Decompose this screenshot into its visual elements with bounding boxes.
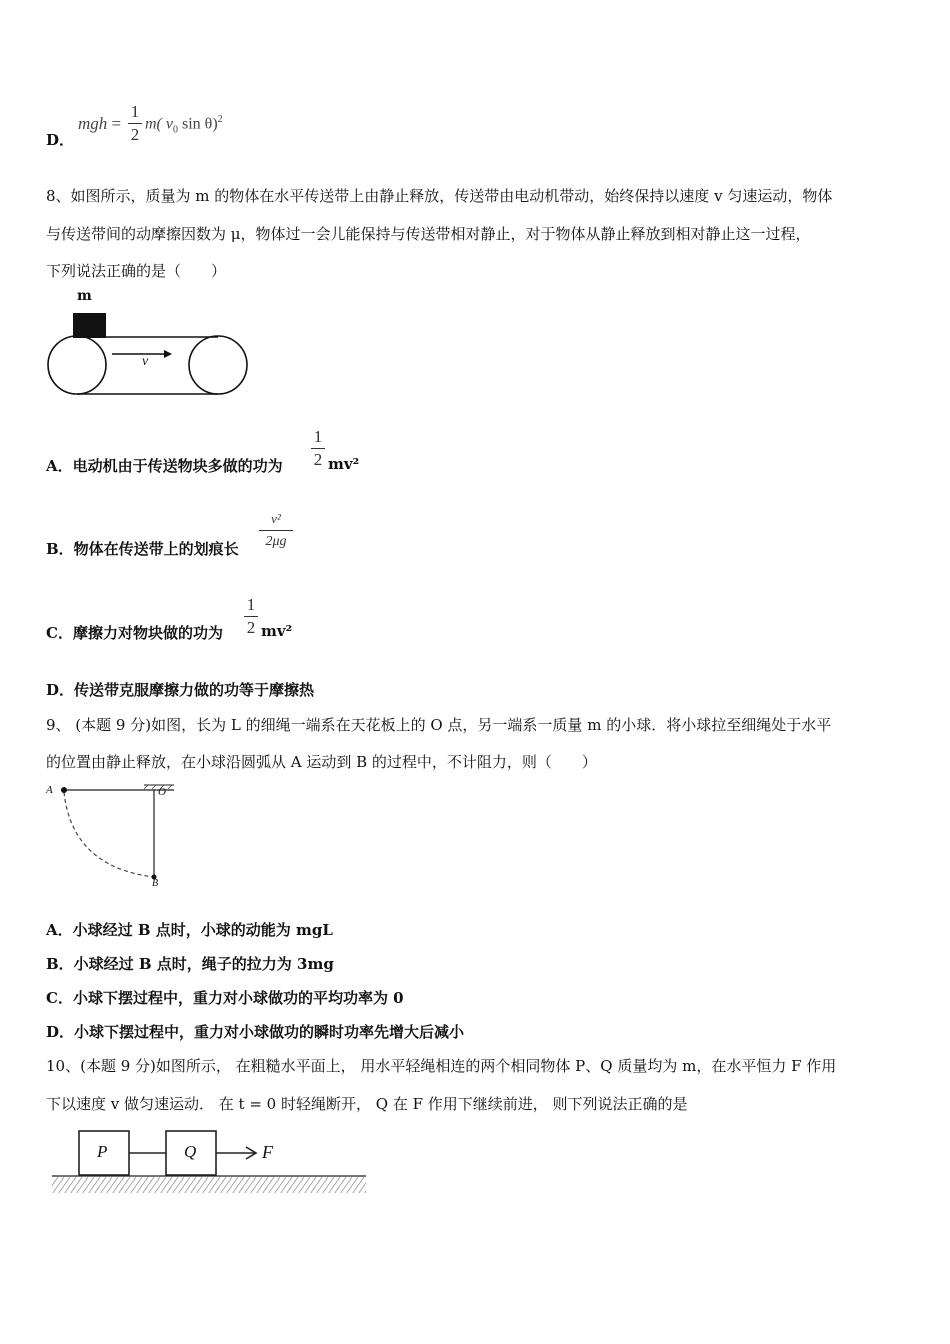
q7-option-d-fraction bbox=[128, 103, 142, 144]
q7-option-d-label: D． bbox=[46, 131, 75, 149]
q8-a-num: 1 bbox=[313, 427, 323, 446]
q8-stem-line2: 与传送带间的动摩擦因数为 μ，物体过一会儿能保持与传送带相对静止，对于物体从静止释放到相对静止这一过程， bbox=[46, 225, 811, 243]
q9-pendulum-figure bbox=[44, 782, 184, 894]
q10-blocks-figure bbox=[50, 1128, 370, 1198]
q8-option-d: D．传送带克服摩擦力做的功等于摩擦热 bbox=[46, 681, 315, 699]
q8-option-b: B．物体在传送带上的划痕长 bbox=[46, 540, 239, 558]
q8-c-bar bbox=[244, 616, 258, 617]
q8-fig-mass-label: m bbox=[77, 288, 92, 304]
q8-stem-line1: 8、如图所示，质量为 m 的物体在水平传送带上由静止释放，传送带由电动机带动，始终保持以速度 v 匀速运动，物体 bbox=[46, 187, 833, 205]
q8-stem-line3: 下列说法正确的是（ ） bbox=[46, 262, 227, 280]
q8-option-a bbox=[46, 455, 283, 476]
q10-stem-line1: 10、(本题 9 分)如图所示， 在粗糙水平面上， 用水平轻绳相连的两个相同物体 P、Q 质量均为 m，在水平恒力 F 作用 bbox=[46, 1057, 837, 1075]
q10-fig-label-q: Q bbox=[184, 1142, 197, 1161]
q8-b-bar bbox=[259, 530, 293, 531]
q7-frac-num: 1 bbox=[130, 102, 140, 121]
q8-b-den: 2μg bbox=[265, 534, 287, 549]
q7-option-d-lhs bbox=[78, 114, 121, 134]
q9-fig-label-o: O bbox=[158, 786, 166, 798]
q9-ceiling-hatch1 bbox=[144, 785, 148, 789]
q9-option-c: C．小球下摆过程中，重力对小球做功的平均功率为 0 bbox=[46, 989, 404, 1007]
q9-arc-path bbox=[64, 792, 154, 877]
q10-fig-label-f: F bbox=[262, 1142, 273, 1162]
q7-rhs-sup: 2 bbox=[217, 114, 223, 125]
q8-option-a-tail: mv² bbox=[328, 455, 360, 473]
q7-frac-bar bbox=[128, 123, 142, 124]
q9-ceiling-hatch2 bbox=[152, 785, 156, 789]
q8-conveyor-figure bbox=[46, 310, 251, 396]
q8-option-c: C．摩擦力对物块做的功为 bbox=[46, 624, 223, 642]
q8-option-c-tail: mv² bbox=[261, 622, 293, 640]
q10-stem-line2: 下以速度 v 做匀速运动． 在 t = 0 时轻绳断开， Q 在 F 作用下继续前进， 则下列说法正确的是 bbox=[46, 1095, 688, 1113]
q10-fig-label-p: P bbox=[97, 1142, 108, 1161]
q7-lhs-text: mgh bbox=[78, 114, 108, 133]
q8-c-den: 2 bbox=[246, 618, 256, 637]
q9-ball-a bbox=[61, 787, 67, 793]
q9-stem-line1: 9、 (本题 9 分)如图，长为 L 的细绳一端系在天花板上的 O 点，另一端系一质量 m 的小球．将小球拉至细绳处于水平 bbox=[46, 716, 832, 734]
q7-rhs-sub: 0 bbox=[172, 124, 178, 136]
q9-fig-label-a: A bbox=[46, 784, 53, 796]
q8-option-a-text: A．电动机由于传送物块多做的功为 bbox=[46, 457, 283, 475]
q7-frac-den: 2 bbox=[130, 125, 140, 144]
q7-option-d-rhs bbox=[145, 114, 223, 136]
q8-option-c-fraction bbox=[244, 596, 258, 637]
q8-option-b-fraction bbox=[259, 510, 293, 551]
q8-c-num: 1 bbox=[246, 595, 256, 614]
q8-a-den: 2 bbox=[313, 450, 323, 469]
q9-option-a: A．小球经过 B 点时，小球的动能为 mgL bbox=[46, 921, 333, 939]
q8-left-roller bbox=[48, 336, 106, 394]
q9-stem-line2: 的位置由静止释放，在小球沿圆弧从 A 运动到 B 的过程中，不计阻力，则（ ） bbox=[46, 753, 597, 771]
q9-option-b: B．小球经过 B 点时，绳子的拉力为 3mg bbox=[46, 955, 334, 973]
q9-fig-label-b: B bbox=[152, 878, 159, 889]
q7-rhs-text: m( v bbox=[145, 115, 173, 133]
q7-eq-sign: = bbox=[111, 114, 122, 133]
q8-fig-v-label: v bbox=[142, 354, 149, 369]
q9-option-d: D．小球下摆过程中，重力对小球做功的瞬时功率先增大后减小 bbox=[46, 1023, 465, 1041]
q10-ground-hatch bbox=[52, 1177, 366, 1193]
q8-a-bar bbox=[311, 448, 325, 449]
q8-option-a-fraction bbox=[311, 428, 325, 469]
q8-b-num: v² bbox=[271, 511, 281, 526]
q7-rhs-text2: sin θ) bbox=[177, 115, 218, 133]
q9-ceiling-hatch4 bbox=[168, 785, 172, 789]
q8-block bbox=[73, 313, 106, 338]
q8-arrow-head bbox=[164, 350, 172, 358]
q8-right-roller bbox=[189, 336, 247, 394]
